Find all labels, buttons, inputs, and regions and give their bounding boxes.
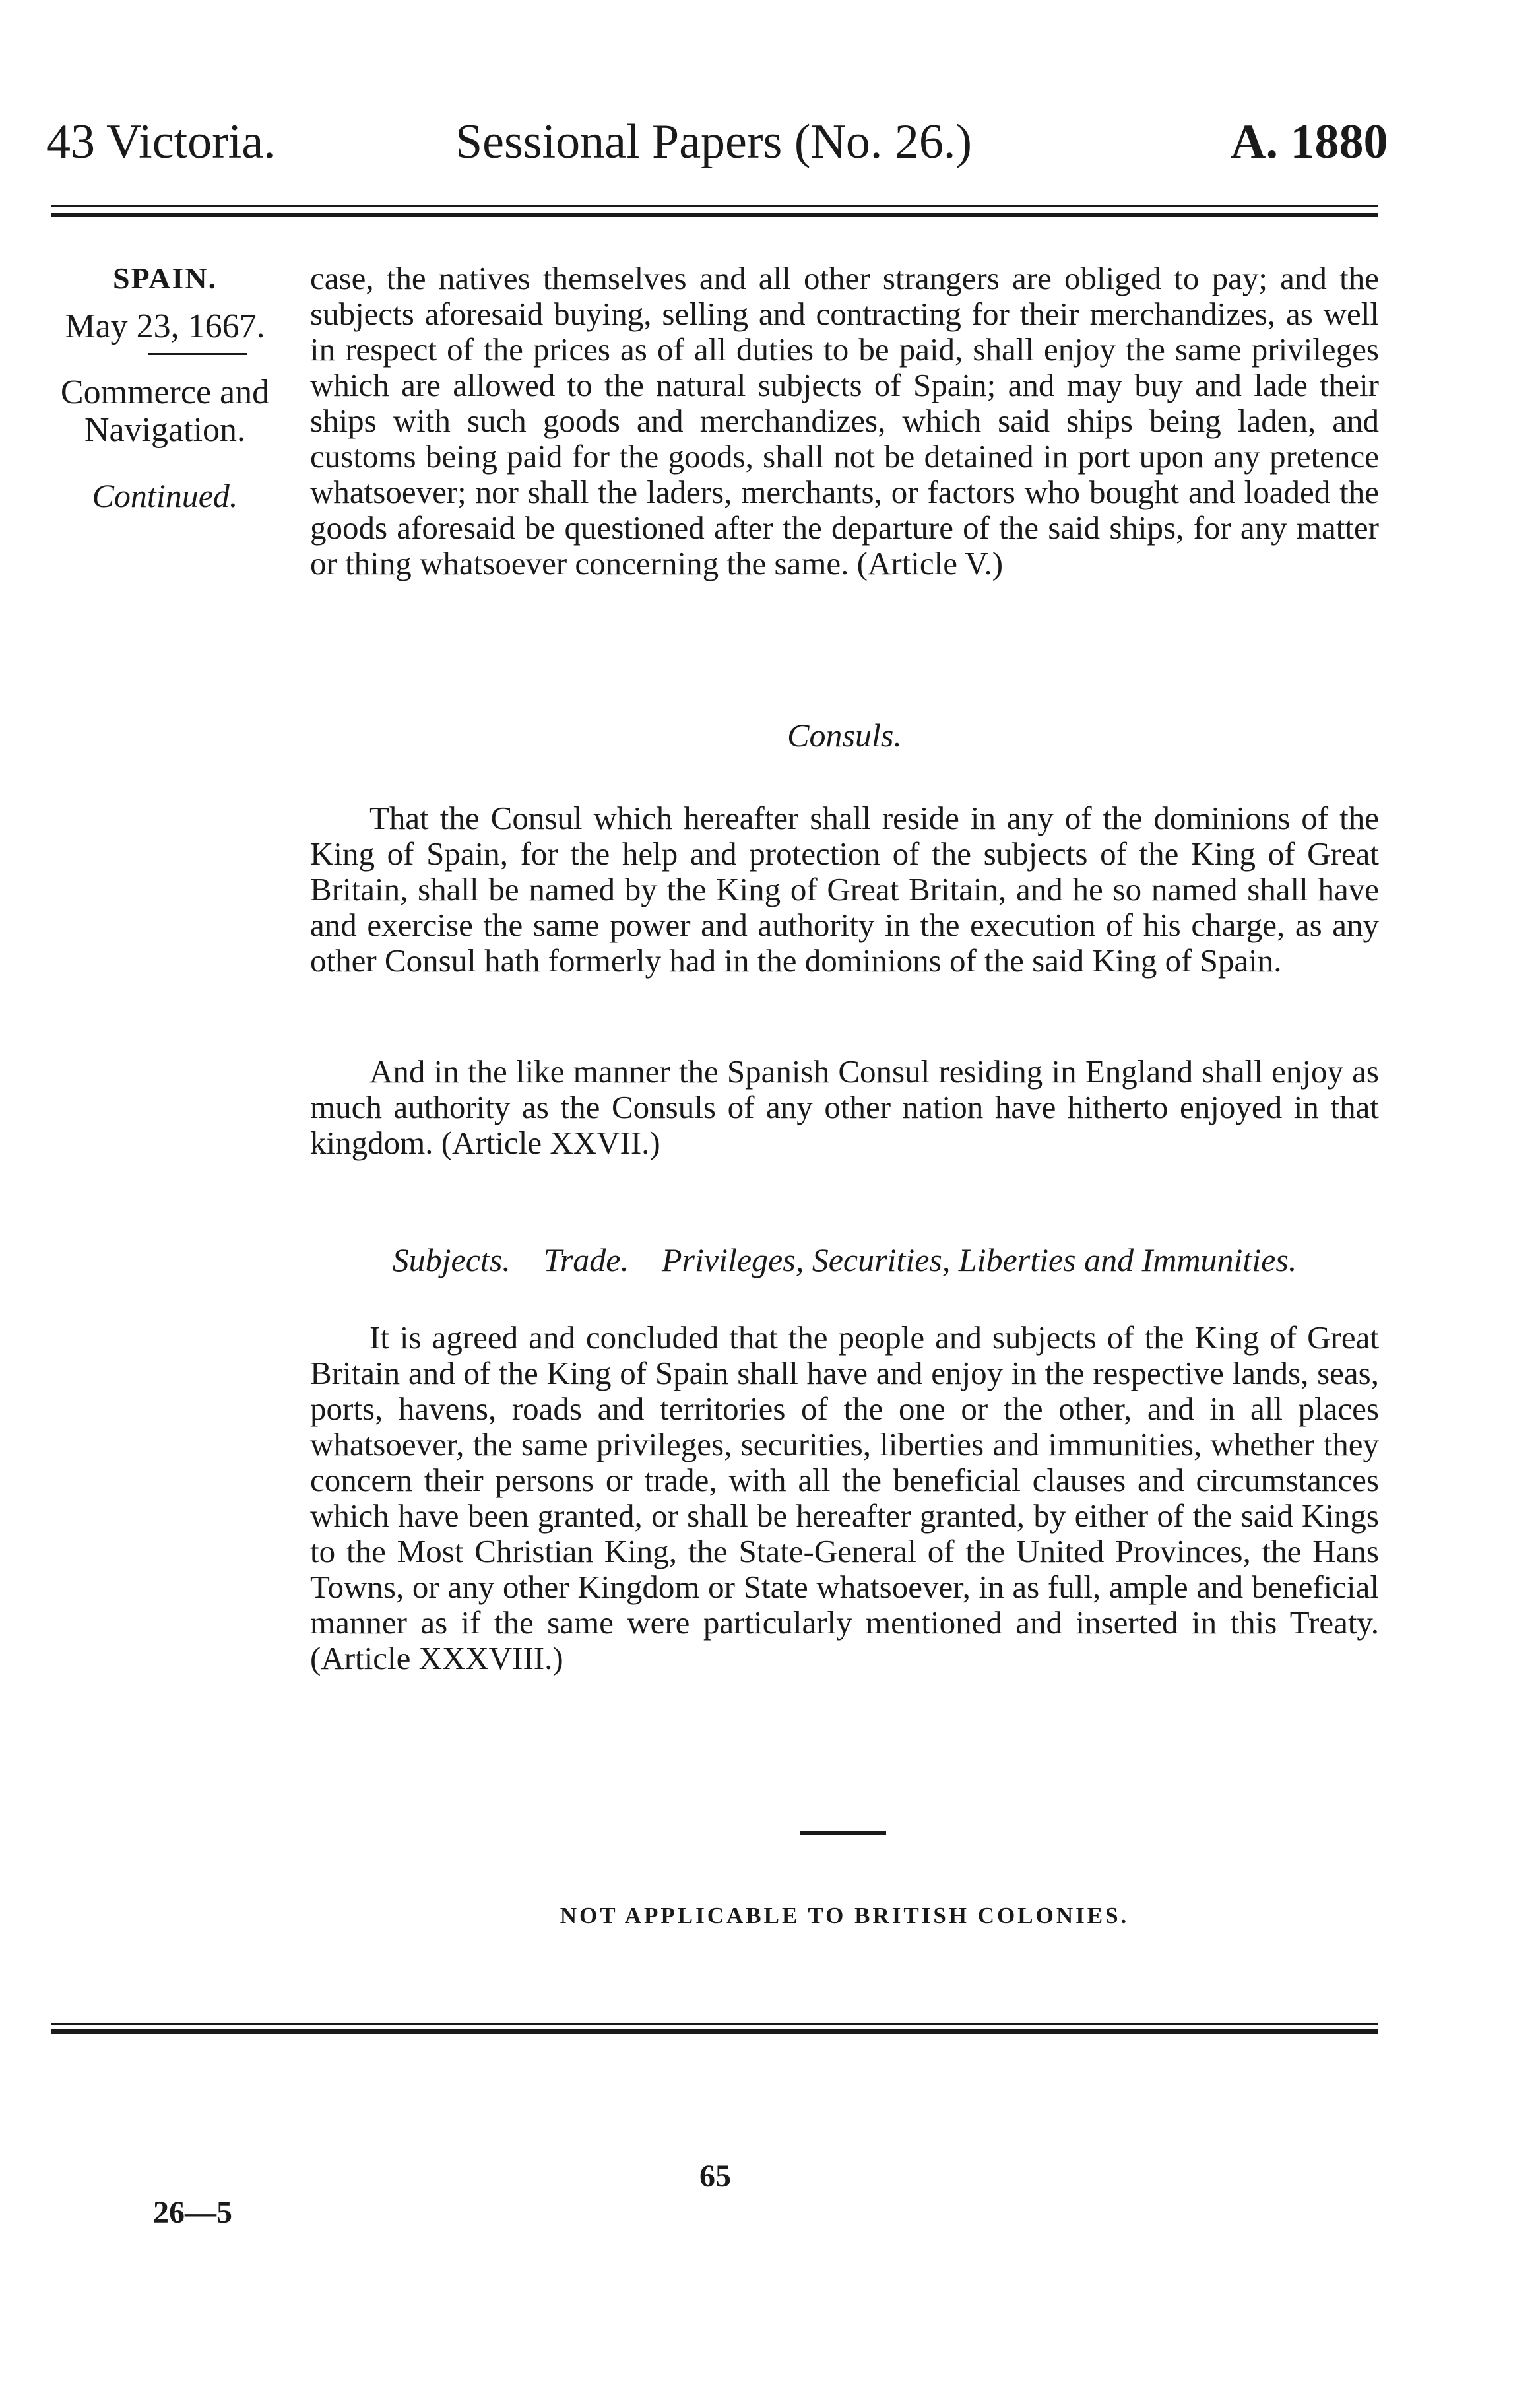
heading-consuls: Consuls. <box>787 717 902 754</box>
margin-country: SPAIN. <box>112 261 218 295</box>
header-year: A. 1880 <box>1231 115 1388 169</box>
paragraph-article-xxxviii: It is agreed and concluded that the people and subjects of the King of Great Britain and of the King of Spain shall have and enjoy in the respective lands, seas, ports, havens, roads and territories of the one or the other, and in all places whatsoever, the same privileges, securities, liberties and immunities, whether they concern their persons or trade, with all the beneficial clauses and circumstances which have been granted, or shall be hereafter granted, by either of the said Kings to the Most Christian King, the State-General of the United Provinces, the Hans Towns, or any other Kingdom or State whatsoever, in as full, ample and beneficial manner as if the same were particularly mentioned and inserted in this Treaty. (Article XXXVIII.) <box>310 1319 1379 1676</box>
not-applicable-notice: NOT APPLICABLE TO BRITISH COLONIES. <box>560 1903 1130 1928</box>
header-title: Sessional Papers (No. 26.) <box>455 115 973 169</box>
footer-rule-thin <box>51 2023 1378 2025</box>
header-left: 43 Victoria. <box>46 115 276 169</box>
heading-subjects-trade: Subjects. Trade. Privileges, Securities, Liberties and Immunities. <box>392 1241 1297 1278</box>
footer-rule-thick <box>51 2029 1378 2034</box>
header-rule-thick <box>51 213 1378 217</box>
margin-continued: Continued. <box>92 477 238 514</box>
paragraph-consul-appointment: That the Consul which hereafter shall reside in any of the dominions of the King of Spain, for the help and protection of the subjects of the King of Great Britain, shall be named by the King of Great Britain, and he so named shall have and exercise the same power and authority in the execution of his charge, as any other Consul hath formerly had in the dominions of the said King of Spain. <box>310 800 1379 979</box>
margin-subject-line1: Commerce and <box>60 374 270 411</box>
margin-subject-line2: Navigation. <box>84 411 246 449</box>
paragraph-article-v: case, the natives themselves and all other strangers are obliged to pay; and the subjects aforesaid buying, selling and contracting for their merchandizes, as well in respect of the prices as of all duties to be paid, shall enjoy the same privileges which are allowed to the natural subjects of Spain; and may buy and lade their ships with such goods and merchandizes, which said ships being laden, and customs being paid for the goods, shall not be detained in port upon any pretence whatsoever; nor shall the laders, merchants, or factors who bought and loaded the goods aforesaid be questioned after the departure of the said ships, for any matter or thing whatsoever concerning the same. (Article V.) <box>310 260 1379 581</box>
page-number: 65 <box>699 2159 731 2194</box>
margin-date: May 23, 1667. <box>65 308 265 345</box>
header-rule-thin <box>51 205 1378 207</box>
footer-code: 26—5 <box>153 2195 232 2230</box>
margin-divider <box>148 353 247 355</box>
section-divider <box>800 1831 886 1835</box>
paragraph-spanish-consul: And in the like manner the Spanish Consul residing in England shall enjoy as much authority as the Consuls of any other nation have hitherto enjoyed in that kingdom. (Article XXVII.) <box>310 1053 1379 1161</box>
